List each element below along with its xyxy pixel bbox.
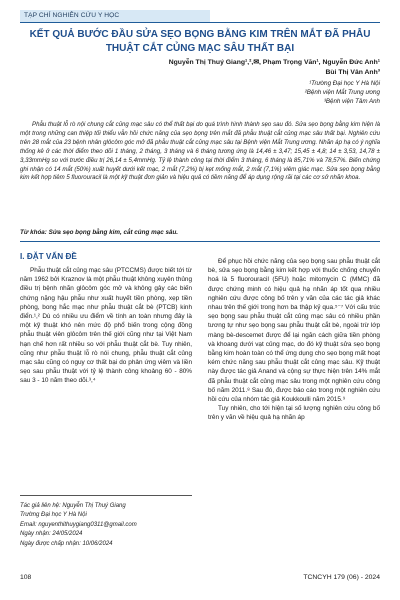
journal-issue: TCNCYH 179 (06) - 2024 bbox=[303, 574, 380, 581]
abstract-divider bbox=[20, 241, 380, 242]
intro-paragraph-3: Tuy nhiên, cho tới hiện tại số lượng nghiên cứu công bố trên y văn về hiệu quả hạ nhãn áp bbox=[208, 405, 380, 422]
page-number: 108 bbox=[20, 574, 32, 581]
correspondence-footnotes bbox=[20, 502, 192, 549]
affiliation-2: ²Bệnh viện Mắt Trung ương bbox=[304, 89, 380, 96]
article-title: KẾT QUẢ BƯỚC ĐẦU SỬA SẸO BỌNG BẰNG KIM TRÊN MẮT ĐÃ PHẪU THUẬT CẮT CỦNG MẠC SÂU THẤT BẠI bbox=[29, 29, 371, 54]
intro-paragraph-1: Phẫu thuật cắt củng mạc sâu (PTCCMS) được biết tới từ năm 1962 bởi Kraznov là một phẫu thuật không xuyên thủng điều trị bệnh nhãn glôcôm góc mở và không gây các biến chứng nặng hậu phẫu như xuất huyết tiền phòng, xẹp tiền phòng, bong hắc mạc như phẫu thuật cắt bè (PTCB) kinh điển.¹,² Dù có nhiều ưu điểm về tính an toàn nhưng đây là một kỹ thuật khó nên mức độ phổ biến trong cộng đồng phẫu thuật viên glôcôm trên thế giới cũng như tại Việt Nam hạn chế hơn rất nhiều so với phẫu thuật cắt bè. Tuy nhiên, cũng như phẫu thuật lỗ rò nói chung, phẫu thuật cắt củng mạc sâu cũng có nguy cơ thất bại do phản ứng viêm và liền sẹo sau phẫu thuật với tỷ lệ thành công khoảng 60 - 80% sau 3 - 10 năm theo dõi.³,⁴ bbox=[20, 267, 192, 385]
author-email: Email: nguyenthithuygiang0311@gmail.com bbox=[20, 521, 137, 528]
journal-section-label: TẠP CHÍ NGHIÊN CỨU Y HỌC bbox=[20, 10, 210, 22]
affiliations bbox=[20, 79, 380, 106]
footnote-divider bbox=[20, 495, 192, 496]
affiliation-3: ³Bệnh viện Tâm Anh bbox=[323, 98, 380, 105]
accepted-date: Ngày được chấp nhận: 10/06/2024 bbox=[20, 540, 113, 547]
author-institution: Trường Đại học Y Hà Nội bbox=[20, 512, 87, 519]
abstract bbox=[20, 121, 380, 183]
keywords: Từ khóa: Sửa sẹo bọng bằng kim, cắt củng mạc sâu. bbox=[20, 229, 179, 236]
left-column bbox=[20, 266, 192, 386]
section-heading-introduction: I. ĐẶT VẤN ĐỀ bbox=[20, 252, 77, 261]
corresponding-author: Tác giả liên hệ: Nguyễn Thị Thuý Giang bbox=[20, 503, 126, 509]
right-column bbox=[208, 257, 380, 423]
header-divider bbox=[20, 22, 380, 23]
affiliation-1: ¹Trường Đại học Y Hà Nội bbox=[309, 80, 380, 87]
received-date: Ngày nhận: 24/05/2024 bbox=[20, 531, 83, 538]
abstract-text: Phẫu thuật lỗ rò nội chung cắt củng mạc sâu có thể thất bại do quá trình hình thành sẹo sau đó. Sửa sẹo bọng bằng kim hiện là một trong những can thiệp tối thiểu vẫn hồi chức năng của sẹo bọng trên mắt đã phẫu thuật cắt củng mạc sâu thất bại. Nghiên cứu trên 28 mắt của 23 bệnh nhân glôcôm góc mở đã phẫu thuật cắt củng mạc sâu tại Bệnh viện Mắt Trung ương. Nhãn áp hạ có ý nghĩa thống kê ở các thời điểm theo dõi 1 tháng, 2 tháng, 3 tháng và 6 tháng tương ứng là 14,46 ± 3,47; 15,45 ± 4,8; 14 ± 3,53, 14,78 ± 3,33mmHg so với trước điều trị 26,14 ± 5,4mmHg. Tỷ lệ thành công tại thời điểm 3 tháng, 6 tháng là 85,71% và 78,57%. Biến chứng ghi nhận có 14 mắt (50%) xuất huyết dưới kết mạc, 2 mắt (7,2%) bị kẹt mống mắt, 2 mắt (7,1%) viêm giác mạc. Sửa sẹo bọng bằng kim kết hợp tiêm 5 fluorouracil là một kỹ thuật đơn giản và hiệu quả có tiềm năng để áp dụng rộng rãi tại các cơ sở nhãn khoa. bbox=[20, 121, 380, 182]
author-list bbox=[20, 58, 380, 78]
author-line-2: Bùi Thị Vân Anh³ bbox=[325, 69, 380, 76]
intro-paragraph-2: Để phục hồi chức năng của sẹo bọng sau phẫu thuật cắt bè, sửa sẹo bọng bằng kim kết hợp với thuốc chống chuyển hoá là 5 fluorouracil (5FU) hoặc mitomycin C (MMC) đã được chứng minh có hiệu quả hạ nhãn áp tốt qua nhiều nghiên cứu được công bố trên y văn của các tác giả khác nhau trên thế giới trong hơn ba thập kỷ qua.⁵⁻⁷ Với cấu trúc sẹo bọng sau phẫu thuật cắt củng mạc sâu có nhiều phần tương tự như sẹo bọng sau phẫu thuật cắt bè, ngoài trừ lớp màng bè-descemet được để lại ngăn cách giữa tiền phòng và khoang dưới vạt củng mạc, do đó kỹ thuật sửa sẹo bọng bằng kim hoàn toàn có thể ứng dụng cho sẹo bọng mất hoạt kém chức năng sau phẫu thuật cắt củng mạc sâu. Kỹ thuật này được tác giả Anand và cộng sự thực hiện trên 14% mắt đã phẫu thuật cắt củng mạc sâu trong một nghiên cứu công bố năm 2011.⁸ Sau đó, được báo cáo trong một nghiên cứu hồi cứu của nhóm tác giả Koukkoulli năm 2015.⁹ bbox=[208, 258, 380, 404]
author-line-1: Nguyễn Thị Thuý Giang¹,²,✉, Phạm Trọng Văn¹, Nguyễn Đức Anh¹ bbox=[168, 59, 380, 66]
